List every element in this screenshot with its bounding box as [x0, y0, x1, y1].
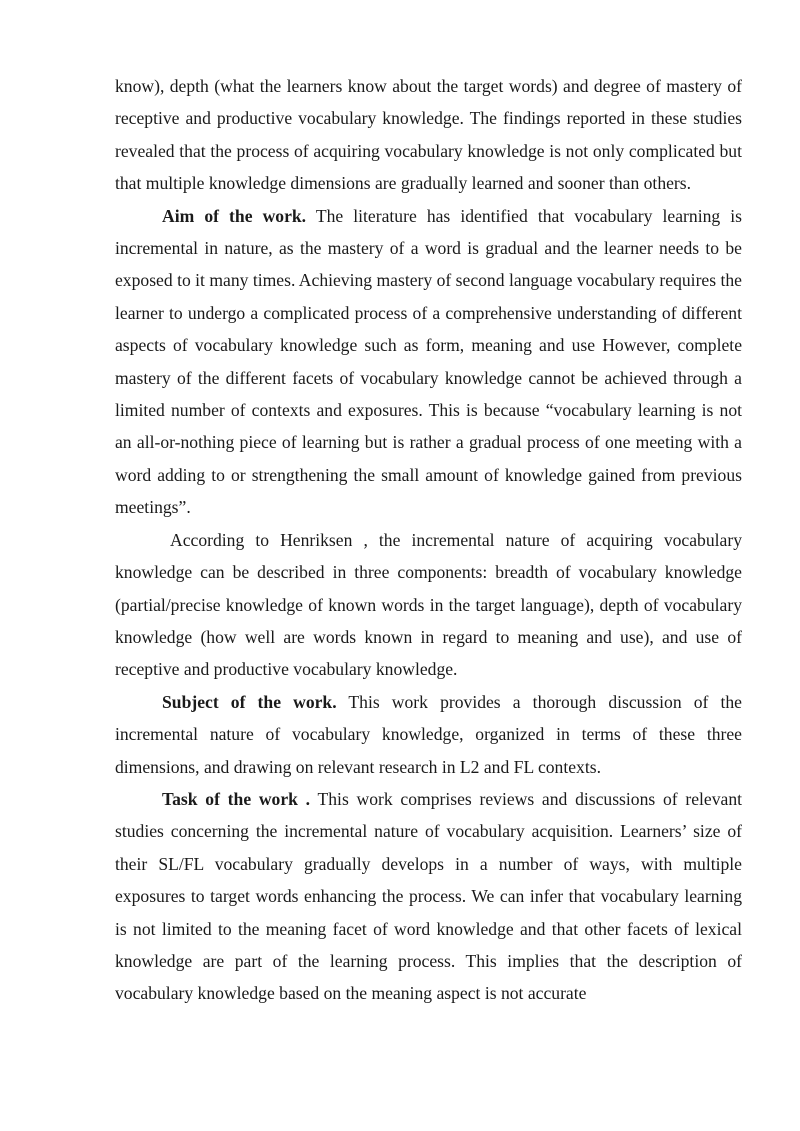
paragraph-intro-continued: know), depth (what the learners know about the target words) and degree of mastery of receptive and productive vocabulary knowledge. The findings reported in these studies revealed that the process of acquiring vocabulary knowledge is not only complicated but that multiple knowledge dimensions are gradually learned and sooner than others. — [115, 76, 742, 194]
subject-heading: Subject of the work. — [162, 691, 337, 712]
aim-text: The literature has identified that vocabulary learning is incremental in nature, as the mastery of a word is gradual and the learner needs to be exposed to it many times. Achieving mastery of second language vocabulary requires the learner to undergo a complicated process of a comprehensive understanding of different aspects of vocabulary knowledge such as form, meaning and use However, complete mastery of the different facets of vocabulary knowledge cannot be achieved through a limited number of contexts and exposures. This is because “vocabulary learning is not an all-or-nothing piece of learning but is rather a gradual process of one meeting with a word adding to or strengthening the small amount of knowledge gained from previous meetings”. — [115, 205, 742, 518]
paragraph-henriksen: According to Henriksen , the incremental nature of acquiring vocabulary knowledge can be described in three components: breadth of vocabulary knowledge (partial/precise knowledge of known words in the target language), depth of vocabulary knowledge (how well are words known in regard to meaning and use), and use of receptive and productive vocabulary knowledge. — [115, 529, 742, 680]
paragraph-task — [115, 783, 742, 1010]
document-page — [115, 70, 742, 1010]
paragraph-aim — [115, 200, 742, 524]
task-text: This work comprises reviews and discussions of relevant studies concerning the incremental nature of vocabulary acquisition. Learners’ size of their SL/FL vocabulary gradually develops in a number of ways, with multiple exposures to target words enhancing the process. We can infer that vocabulary learning is not limited to the meaning facet of word knowledge and that other facets of lexical knowledge are part of the learning process. This implies that the description of vocabulary knowledge based on the meaning aspect is not accurate — [115, 788, 743, 1004]
task-heading: Task of the work . — [162, 788, 311, 809]
aim-heading: Aim of the work. — [162, 205, 307, 226]
paragraph-subject — [115, 686, 742, 783]
subject-text: This work provides a thorough discussion of the incremental nature of vocabulary knowledge, organized in terms of these three dimensions, and drawing on relevant research in L2 and FL contexts. — [115, 691, 742, 777]
